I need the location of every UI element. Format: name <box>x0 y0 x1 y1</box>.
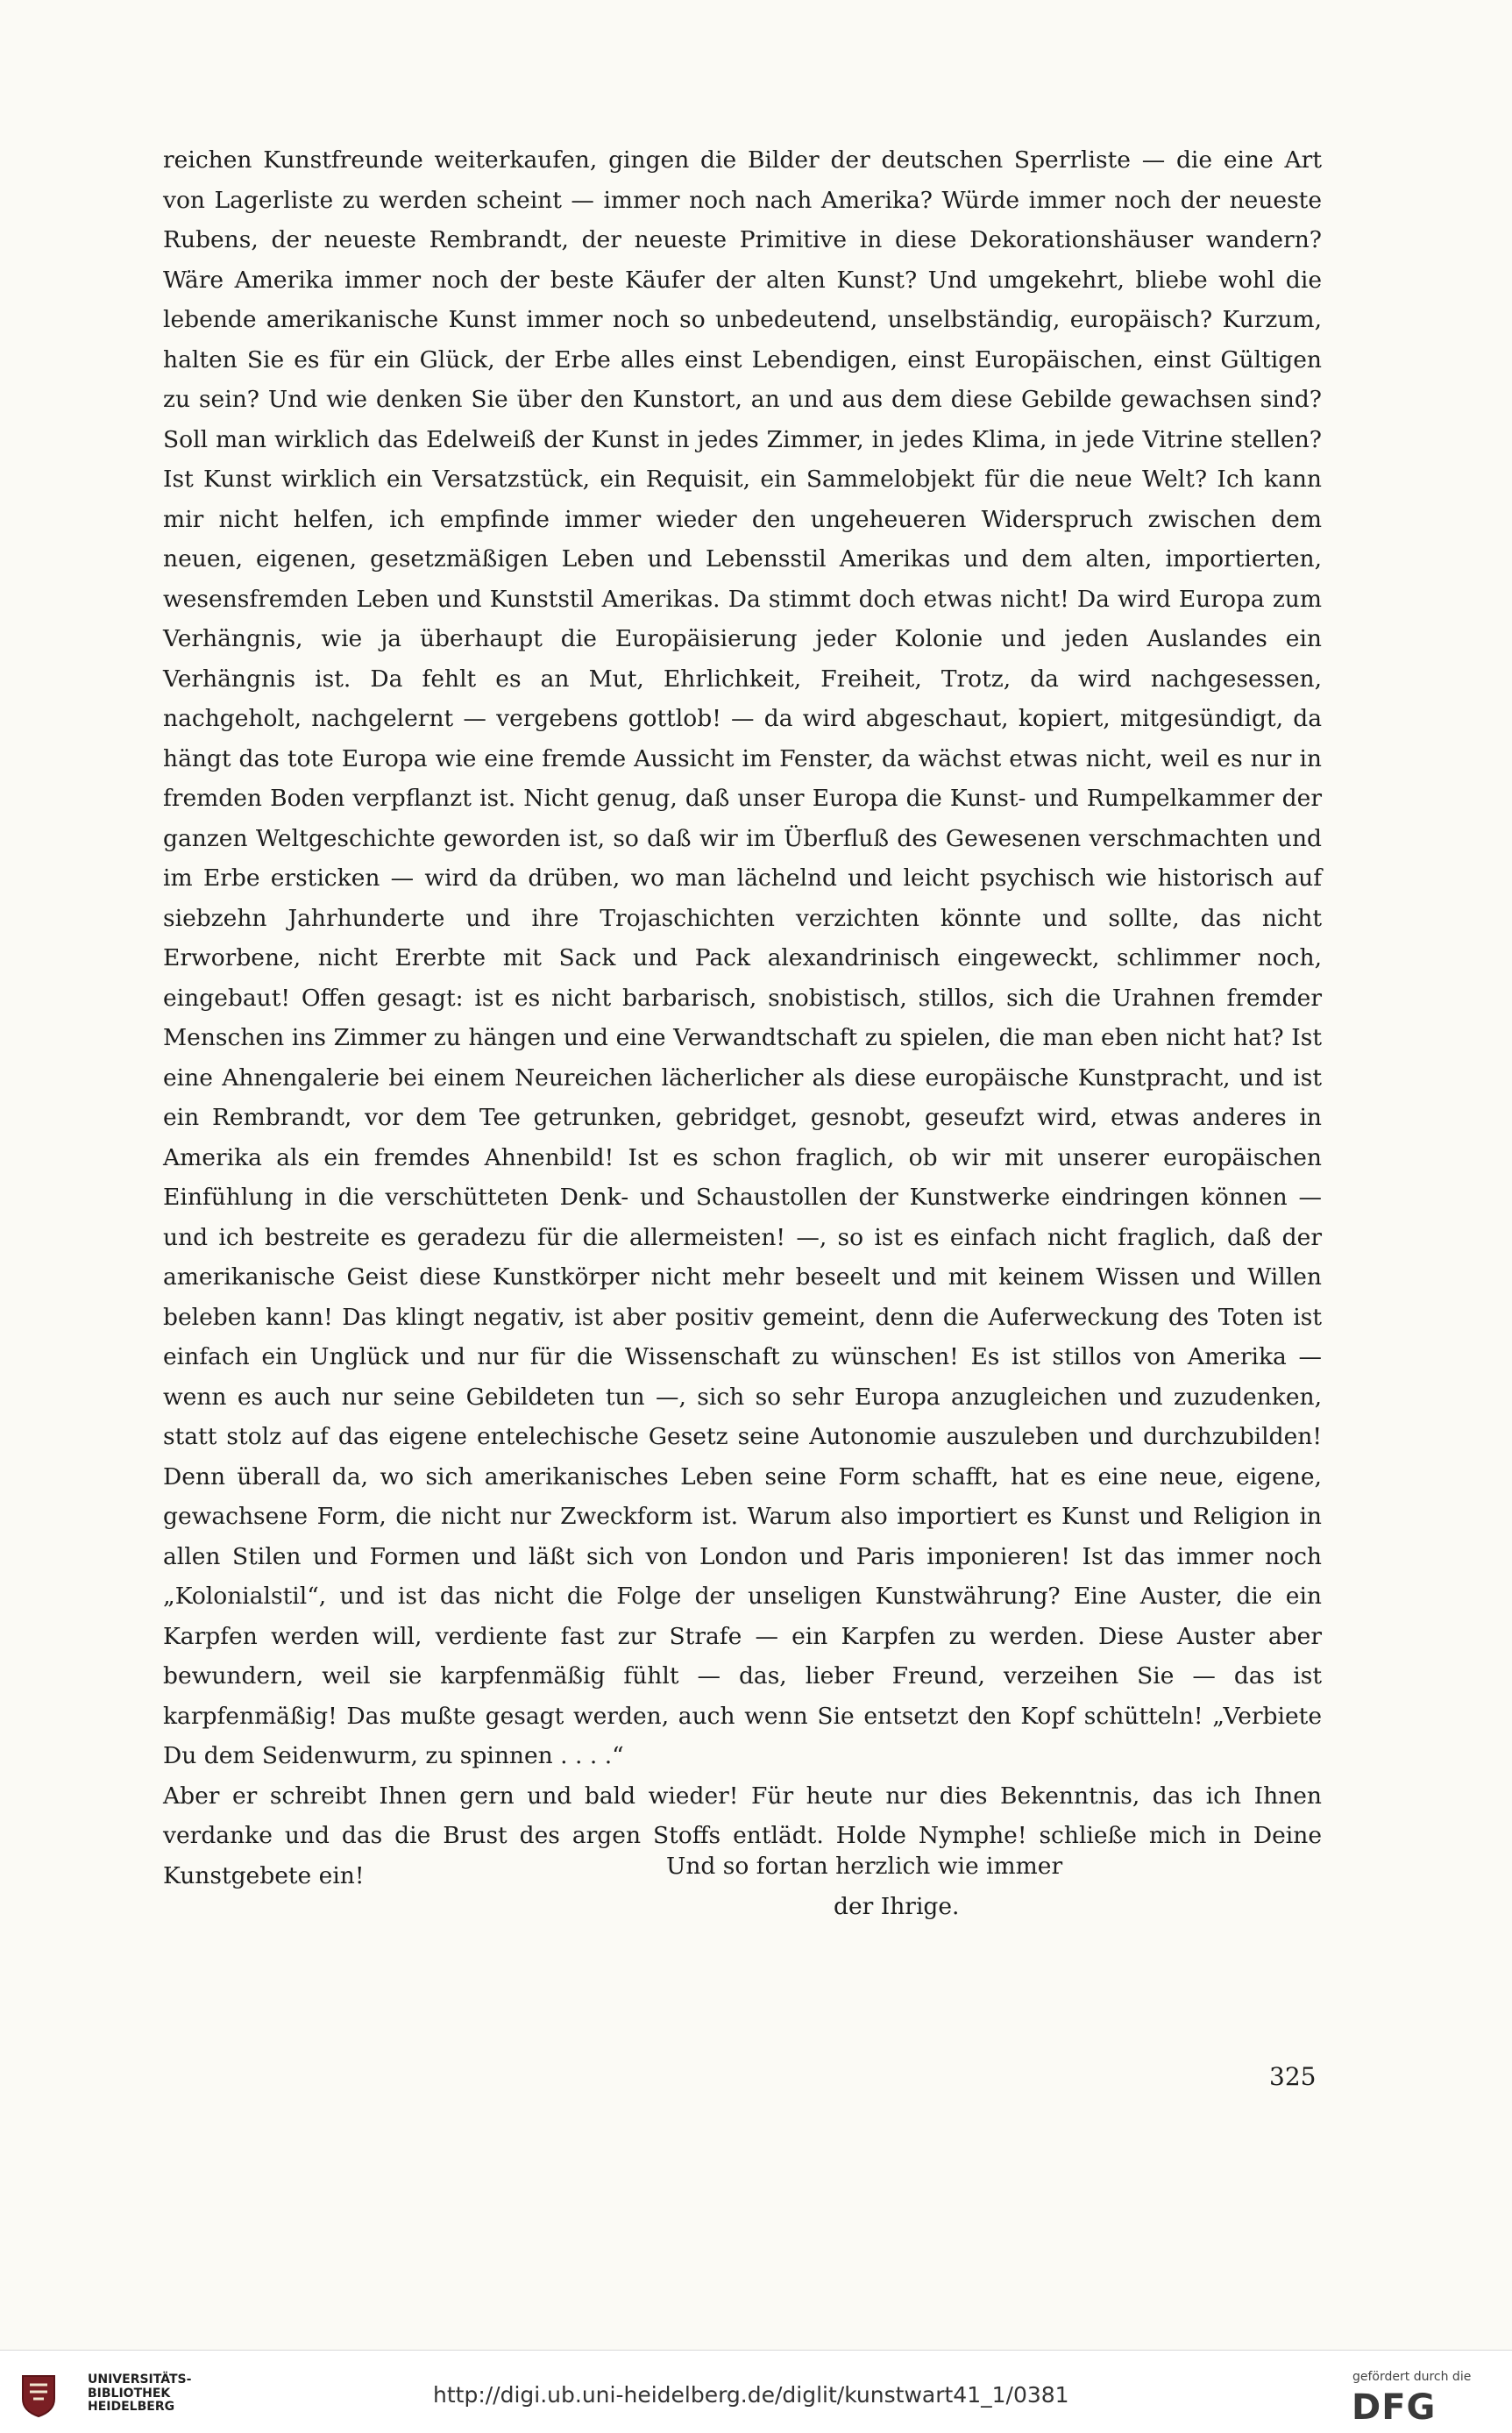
library-name <box>88 2373 191 2415</box>
closing-line-1: Und so fortan herzlich wie immer <box>666 1853 1063 1880</box>
page-number: 325 <box>1269 2062 1317 2091</box>
library-name-line-1: UNIVERSITÄTS- <box>88 2373 192 2387</box>
digitization-footer <box>0 2350 1512 2433</box>
body-paragraph-1: reichen Kunstfreunde weiterkaufen, gingen die Bilder der deutschen Sperrliste — die eine Art von Lagerliste zu werden scheint — immer noch nach Amerika? Würde immer noch der neueste Rubens, der neueste Rembrandt, der neueste Primitive in diese Dekorationshäuser wandern? Wäre Amerika immer noch der beste Käufer der alten Kunst? Und umgekehrt, bliebe wohl die lebende amerikanische Kunst immer noch so unbedeutend, unselbständig, europäisch? Kurzum, halten Sie es für ein Glück, der Erbe alles einst Lebendigen, einst Europäischen, einst Gültigen zu sein? Und wie denken Sie über den Kunstort, an und aus dem diese Gebilde gewachsen sind? Soll man wirklich das Edelweiß der Kunst in jedes Zimmer, in jedes Klima, in jede Vitrine stellen? Ist Kunst wirklich ein Versatzstück, ein Requisit, ein Sammelobjekt für die neue Welt? Ich kann mir nicht helfen, ich empfinde immer wieder den ungeheueren Widerspruch zwischen dem neuen, eigenen, gesetzmäßigen Leben und Lebensstil Amerikas und dem alten, importierten, wesensfremden Leben und Kunststil Amerikas. Da stimmt doch etwas nicht! Da wird Europa zum Verhängnis, wie ja überhaupt die Europäisierung jeder Kolonie und jeden Auslandes ein Verhängnis ist. Da fehlt es an Mut, Ehrlichkeit, Freiheit, Trotz, da wird nachgesessen, nachgeholt, nachgelernt — vergebens gottlob! — da wird abgeschaut, kopiert, mitgesündigt, da hängt das tote Europa wie eine fremde Aussicht im Fenster, da wächst etwas nicht, weil es nur in fremden Boden verpflanzt ist. Nicht genug, daß unser Europa die Kunst- und Rumpelkammer der ganzen Weltgeschichte geworden ist, so daß wir im Überfluß des Gewesenen verschmachten und im Erbe ersticken — wird da drüben, wo man lächelnd und leicht psychisch wie historisch auf siebzehn Jahrhunderte und ihre Trojaschichten verzichten könnte und sollte, das nicht Erworbene, nicht Ererbte mit Sack und Pack alexandrinisch eingeweckt, schlimmer noch, eingebaut! Offen gesagt: ist es nicht barbarisch, snobistisch, stillos, sich die Urahnen fremder Menschen ins Zimmer zu hängen und eine Verwandtschaft zu spielen, die man eben nicht hat? Ist eine Ahnengalerie bei einem Neureichen lächerlicher als diese europäische Kunstpracht, und ist ein Rembrandt, vor dem Tee getrunken, gebridget, gesnobt, geseufzt wird, etwas anderes in Amerika als ein fremdes Ahnenbild! Ist es schon fraglich, ob wir mit unserer europäischen Einfühlung in die verschütteten Denk- und Schaustollen der Kunstwerke eindringen können — und ich bestreite es geradezu für die allermeisten! —, so ist es einfach nicht fraglich, daß der amerikanische Geist diese Kunstkörper nicht mehr beseelt und mit keinem Wissen und Willen beleben kann! Das klingt negativ, ist aber positiv gemeint, denn die Auferweckung des Toten ist einfach ein Unglück und nur für die Wissenschaft zu wünschen! Es ist stillos von Amerika — wenn es auch nur seine Gebildeten tun —, sich so sehr Europa anzugleichen und zuzudenken, statt stolz auf das eigene entelechische Gesetz seine Autonomie auszuleben und durchzubilden! Denn überall da, wo sich amerikanisches Leben seine Form schafft, hat es eine neue, eigene, gewachsene Form, die nicht nur Zweckform ist. Warum also importiert es Kunst und Religion in allen Stilen und Formen und läßt sich von London und Paris imponieren! Ist das immer noch „Kolonialstil“, und ist das nicht die Folge der unseligen Kunstwährung? Eine Auster, die ein Karpfen werden will, verdiente fast zur Strafe — ein Karpfen zu werden. Diese Auster aber bewundern, weil sie karpfenmäßig fühlt — das, lieber Freund, verzeihen Sie — das ist karpfenmäßig! Das mußte gesagt werden, auch wenn Sie entsetzt den Kopf schütteln! „Verbiete Du dem Seidenwurm, zu spinnen . . . .“ <box>163 146 1322 1769</box>
permalink[interactable]: http://digi.ub.uni-heidelberg.de/diglit/kunstwart41_1/0381 <box>433 2382 1069 2408</box>
closing-line-2: der Ihrige. <box>834 1893 960 1920</box>
body-paragraph-2: Aber er schreibt Ihnen gern und bald wieder! Für heute nur dies Bekenntnis, das ich Ihnen verdanke und das die Brust des argen Stoffs entlädt. Holde Nymphe! schließe mich in Deine Kunstgebete ein! <box>163 1782 1322 1889</box>
library-name-line-2: BIBLIOTHEK <box>88 2386 171 2401</box>
dfg-logo: DFG <box>1352 2387 1437 2428</box>
funded-by-label: gefördert durch die <box>1352 2370 1472 2384</box>
letter-closing <box>666 1846 1192 1927</box>
library-name-line-3: HEIDELBERG <box>88 2400 175 2414</box>
university-seal-icon <box>19 2373 58 2418</box>
article-body <box>163 140 1322 1896</box>
